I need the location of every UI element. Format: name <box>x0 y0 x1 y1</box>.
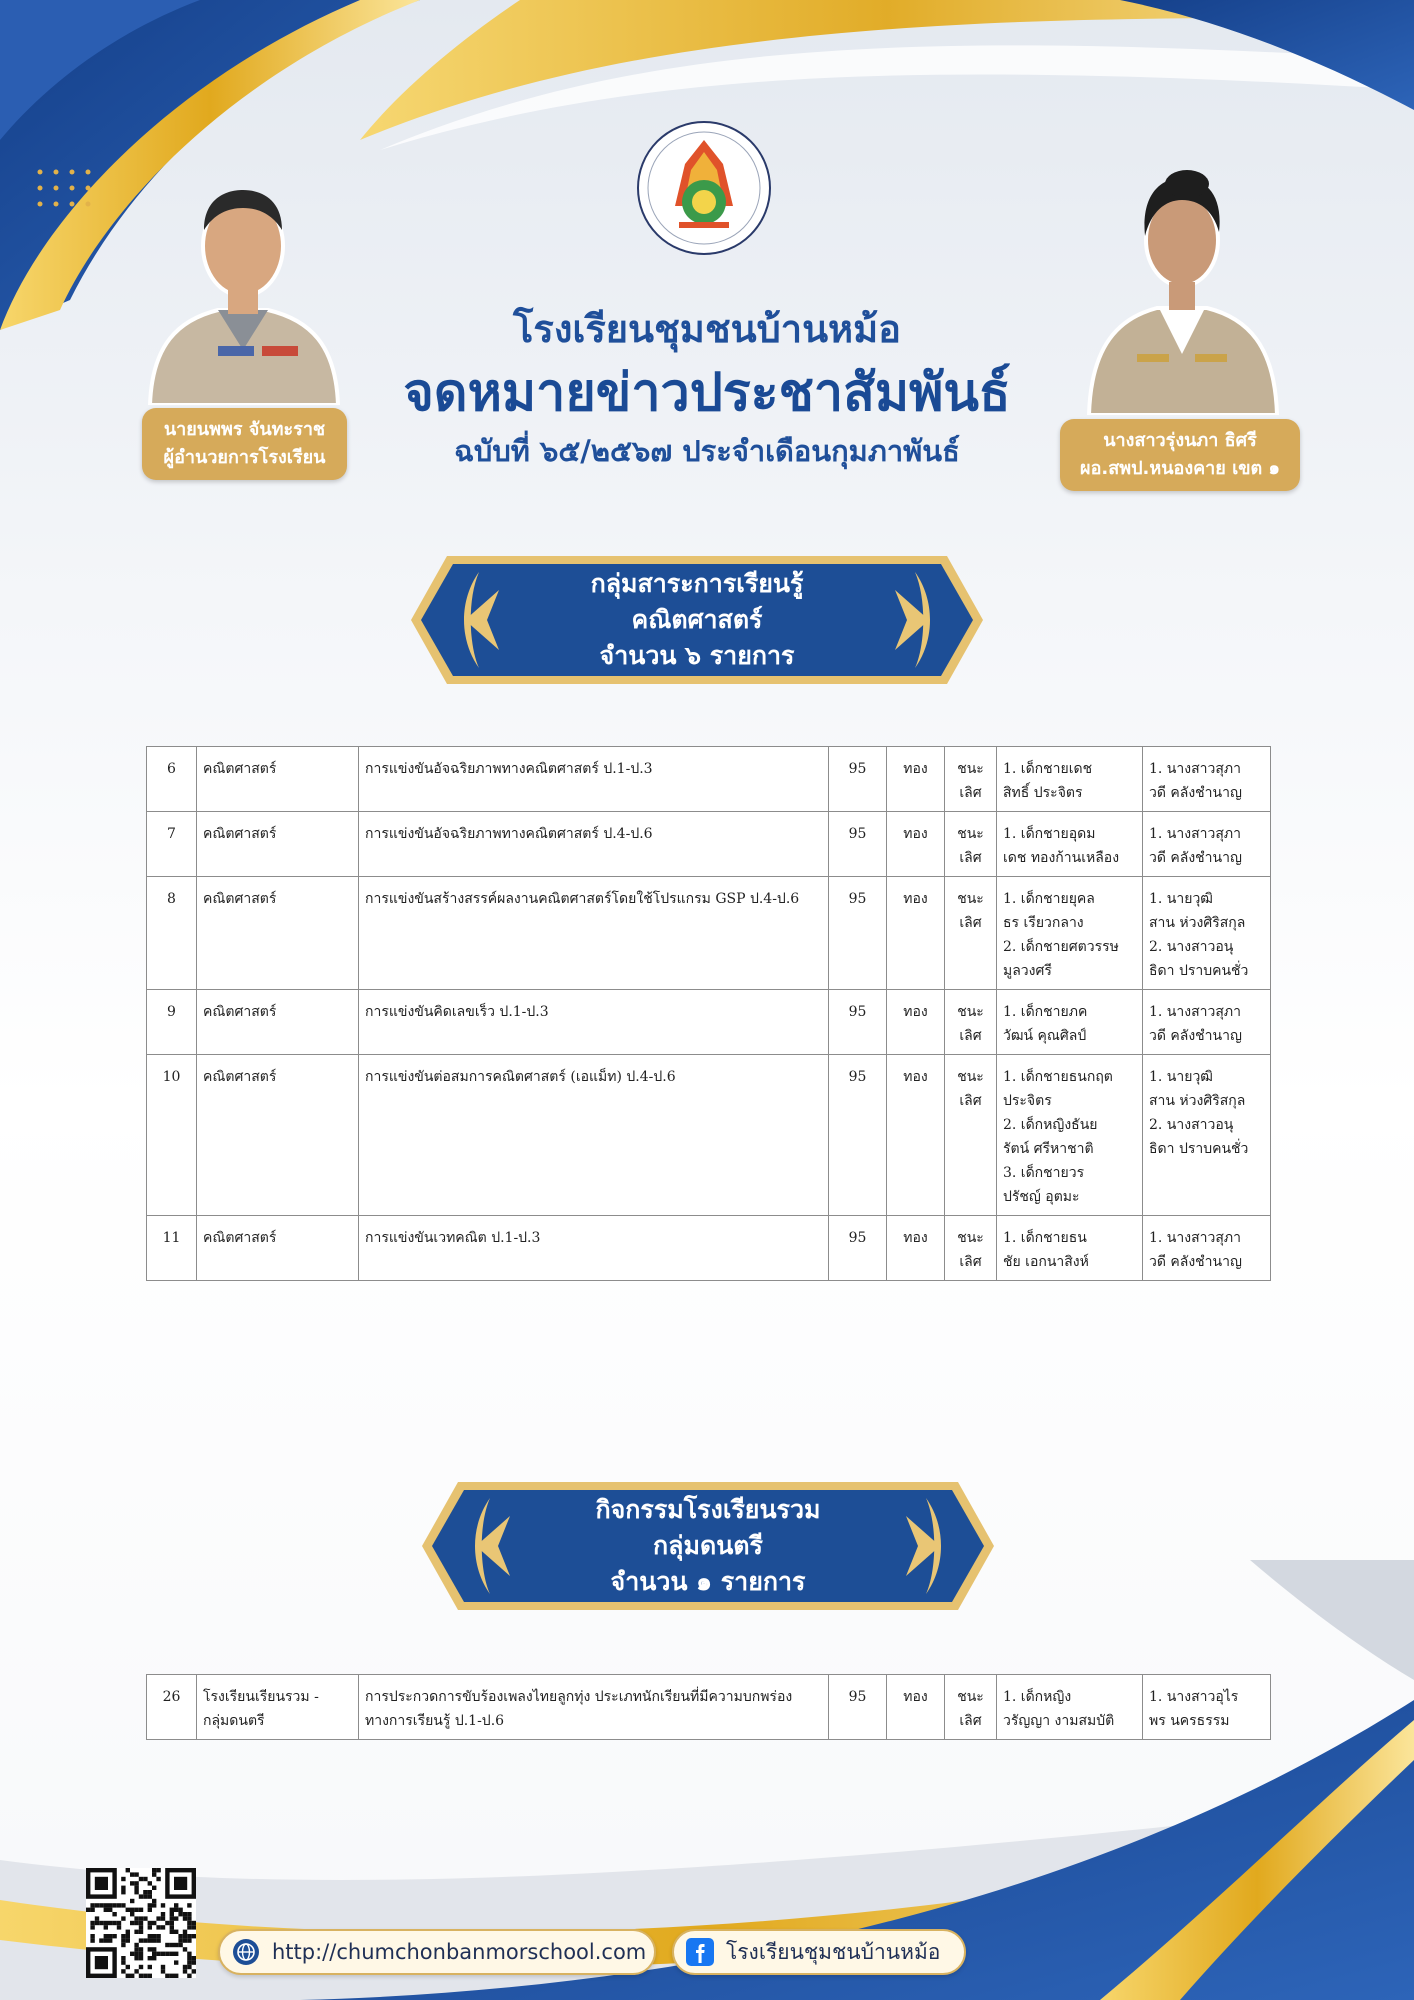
website-url: http://chumchonbanmorschool.com <box>272 1940 647 1964</box>
score-cell: 95 <box>829 990 887 1055</box>
students-cell-line: ชัย เอกนาสิงห์ <box>1003 1254 1089 1270</box>
teachers-cell-line: วดี คลังชำนาญ <box>1149 1254 1242 1270</box>
row-number: 9 <box>147 990 197 1055</box>
table-row <box>147 1216 1271 1281</box>
qr-code-icon <box>86 1868 196 1978</box>
event-cell: การแข่งขันคิดเลขเร็ว ป.1-ป.3 <box>359 990 829 1055</box>
students-cell-line: 1. เด็กชายธนกฤต <box>1003 1069 1113 1085</box>
result-cell-line: เลิศ <box>959 850 982 866</box>
school-name: โรงเรียนชุมชนบ้านหม้อ <box>513 307 901 351</box>
medal-cell: ทอง <box>887 1055 945 1216</box>
result-cell <box>945 990 997 1055</box>
score-cell: 95 <box>829 877 887 990</box>
students-cell-line: มูลวงศรี <box>1003 963 1052 979</box>
result-cell <box>945 747 997 812</box>
subject-cell-line: กลุ่มดนตรี <box>203 1713 265 1729</box>
result-cell-line: เลิศ <box>959 785 982 801</box>
teachers-cell <box>1143 1216 1271 1281</box>
result-cell-line: ชนะ <box>957 891 984 907</box>
students-cell <box>997 877 1143 990</box>
result-cell <box>945 877 997 990</box>
teachers-cell-line: วดี คลังชำนาญ <box>1149 850 1242 866</box>
teachers-cell-line: ธิดา ปราบคนชั่ว <box>1149 963 1249 979</box>
row-number: 10 <box>147 1055 197 1216</box>
teachers-cell-line: 2. นางสาวอนุ <box>1149 939 1234 955</box>
district-director-name-tag <box>1060 419 1300 491</box>
banner-line: คณิตศาสตร์ <box>631 605 763 634</box>
director-name: นายนพพร จันทะราช <box>163 419 326 440</box>
students-cell <box>997 812 1143 877</box>
table-row <box>147 877 1271 990</box>
row-number: 6 <box>147 747 197 812</box>
director-name-tag <box>142 408 347 480</box>
table-row <box>147 1055 1271 1216</box>
result-cell-line: เลิศ <box>959 915 982 931</box>
teachers-cell-line: วดี คลังชำนาญ <box>1149 1028 1242 1044</box>
district-director-name: นางสาวรุ่งนภา ธิศรี <box>1103 430 1257 451</box>
result-cell-line: ชนะ <box>957 761 984 777</box>
medal-cell: ทอง <box>887 812 945 877</box>
students-cell-line: ปรัชญ์ อุตมะ <box>1003 1189 1080 1205</box>
medal-cell: ทอง <box>887 1675 945 1740</box>
teachers-cell <box>1143 1055 1271 1216</box>
teachers-cell-line: 1. นายวุฒิ <box>1149 891 1213 907</box>
subject-cell <box>197 1216 359 1281</box>
subject-cell-line: คณิตศาสตร์ <box>203 826 277 842</box>
music-section-banner <box>418 1476 998 1616</box>
subject-cell-line: คณิตศาสตร์ <box>203 1230 277 1246</box>
medal-cell: ทอง <box>887 990 945 1055</box>
students-cell <box>997 1216 1143 1281</box>
result-cell-line: ชนะ <box>957 1004 984 1020</box>
subject-cell <box>197 990 359 1055</box>
medal-cell: ทอง <box>887 747 945 812</box>
students-cell-line: รัตน์ ศรีหาชาติ <box>1003 1141 1094 1157</box>
row-number: 8 <box>147 877 197 990</box>
district-director-position: ผอ.สพป.หนองคาย เขต ๑ <box>1080 458 1280 479</box>
score-cell: 95 <box>829 747 887 812</box>
result-cell-line: ชนะ <box>957 1069 984 1085</box>
teachers-cell <box>1143 812 1271 877</box>
issue-line: ฉบับที่ ๖๕/๒๕๖๗ ประจำเดือนกุมภาพันธ์ <box>454 434 960 468</box>
teachers-cell <box>1143 747 1271 812</box>
teachers-cell-line: 1. นางสาวอุไร <box>1149 1689 1239 1705</box>
result-cell-line: ชนะ <box>957 1230 984 1246</box>
director-position: ผู้อำนวยการโรงเรียน <box>163 447 326 468</box>
district-director-photo <box>1077 140 1287 415</box>
table-row <box>147 1675 1271 1740</box>
students-cell-line: 1. เด็กหญิง <box>1003 1689 1072 1705</box>
students-cell-line: ธร เรียวกลาง <box>1003 915 1084 931</box>
facebook-link[interactable] <box>672 1929 966 1975</box>
banner-line: จำนวน ๑ รายการ <box>610 1567 806 1596</box>
students-cell-line: 3. เด็กชายวร <box>1003 1165 1085 1181</box>
result-cell-line: เลิศ <box>959 1028 982 1044</box>
subject-cell-line: คณิตศาสตร์ <box>203 891 277 907</box>
teachers-cell <box>1143 1675 1271 1740</box>
teachers-cell-line: 2. นางสาวอนุ <box>1149 1117 1234 1133</box>
banner-line: จำนวน ๖ รายการ <box>599 641 795 670</box>
subject-cell-line: โรงเรียนเรียนรวม - <box>203 1689 319 1705</box>
result-cell-line: ชนะ <box>957 826 984 842</box>
score-cell: 95 <box>829 1055 887 1216</box>
event-cell: การแข่งขันเวทคณิต ป.1-ป.3 <box>359 1216 829 1281</box>
row-number: 11 <box>147 1216 197 1281</box>
teachers-cell-line: 1. นางสาวสุภา <box>1149 826 1241 842</box>
medal-cell: ทอง <box>887 1216 945 1281</box>
newsletter-headline: จดหมายข่าวประชาสัมพันธ์ <box>403 363 1011 423</box>
students-cell-line: สิทธิ์ ประจิตร <box>1003 785 1083 801</box>
result-cell <box>945 1055 997 1216</box>
row-number: 26 <box>147 1675 197 1740</box>
students-cell-line: เดช ทองก้านเหลือง <box>1003 850 1120 866</box>
teachers-cell-line: วดี คลังชำนาญ <box>1149 785 1242 801</box>
math-results-table <box>146 746 1271 1281</box>
teachers-cell-line: พร นครธรรม <box>1149 1713 1230 1729</box>
students-cell <box>997 1675 1143 1740</box>
students-cell-line: ประจิตร <box>1003 1093 1052 1109</box>
teachers-cell-line: สาน ห่วงศิริสกุล <box>1149 915 1246 931</box>
students-cell <box>997 990 1143 1055</box>
students-cell-line: 1. เด็กชายยุคล <box>1003 891 1095 907</box>
school-logo <box>617 118 791 258</box>
table-row <box>147 747 1271 812</box>
result-cell-line: เลิศ <box>959 1254 982 1270</box>
teachers-cell <box>1143 990 1271 1055</box>
students-cell-line: 1. เด็กชายธน <box>1003 1230 1087 1246</box>
medal-cell: ทอง <box>887 877 945 990</box>
subject-cell <box>197 1055 359 1216</box>
banner-line: กิจกรรมโรงเรียนรวม <box>595 1495 821 1524</box>
teachers-cell-line: 1. นางสาวสุภา <box>1149 1004 1241 1020</box>
score-cell: 95 <box>829 812 887 877</box>
students-cell <box>997 747 1143 812</box>
result-cell <box>945 1675 997 1740</box>
event-cell: การแข่งขันสร้างสรรค์ผลงานคณิตศาสตร์โดยใช้โปรแกรม GSP ป.4-ป.6 <box>359 877 829 990</box>
result-cell <box>945 812 997 877</box>
students-cell-line: วรัญญา งามสมบัติ <box>1003 1713 1115 1729</box>
math-section-banner <box>407 550 987 690</box>
event-cell: การแข่งขันอัจฉริยภาพทางคณิตศาสตร์ ป.1-ป.3 <box>359 747 829 812</box>
result-cell-line: ชนะ <box>957 1689 984 1705</box>
teachers-cell-line: สาน ห่วงศิริสกุล <box>1149 1093 1246 1109</box>
students-cell-line: 2. เด็กหญิงธันย <box>1003 1117 1098 1133</box>
score-cell: 95 <box>829 1216 887 1281</box>
subject-cell <box>197 747 359 812</box>
subject-cell <box>197 877 359 990</box>
website-link[interactable] <box>218 1929 656 1975</box>
globe-icon <box>232 1938 260 1966</box>
subject-cell-line: คณิตศาสตร์ <box>203 761 277 777</box>
score-cell: 95 <box>829 1675 887 1740</box>
banner-line: กลุ่มดนตรี <box>653 1531 763 1560</box>
teachers-cell <box>1143 877 1271 990</box>
facebook-page-name: โรงเรียนชุมชนบ้านหม้อ <box>726 1939 941 1964</box>
row-number: 7 <box>147 812 197 877</box>
students-cell-line: 2. เด็กชายศตวรรษ <box>1003 939 1119 955</box>
banner-line: กลุ่มสาระการเรียนรู้ <box>590 569 804 598</box>
teachers-cell-line: 1. นางสาวสุภา <box>1149 1230 1241 1246</box>
result-cell-line: เลิศ <box>959 1713 982 1729</box>
students-cell-line: 1. เด็กชายอุดม <box>1003 826 1096 842</box>
students-cell-line: 1. เด็กชายภค <box>1003 1004 1088 1020</box>
event-cell: การแข่งขันต่อสมการคณิตศาสตร์ (เอแม็ท) ป.4-ป.6 <box>359 1055 829 1216</box>
students-cell <box>997 1055 1143 1216</box>
director-photo <box>138 150 348 405</box>
subject-cell <box>197 1675 359 1740</box>
table-row <box>147 990 1271 1055</box>
table-row <box>147 812 1271 877</box>
subject-cell-line: คณิตศาสตร์ <box>203 1004 277 1020</box>
subject-cell-line: คณิตศาสตร์ <box>203 1069 277 1085</box>
event-cell: การประกวดการขับร้องเพลงไทยลูกทุ่ง ประเภทนักเรียนที่มีความบกพร่องทางการเรียนรู้ ป.1-ป.6 <box>359 1675 829 1740</box>
teachers-cell-line: 1. นางสาวสุภา <box>1149 761 1241 777</box>
event-cell: การแข่งขันอัจฉริยภาพทางคณิตศาสตร์ ป.4-ป.6 <box>359 812 829 877</box>
students-cell-line: 1. เด็กชายเดช <box>1003 761 1093 777</box>
result-cell-line: เลิศ <box>959 1093 982 1109</box>
subject-cell <box>197 812 359 877</box>
facebook-icon <box>686 1938 714 1966</box>
teachers-cell-line: ธิดา ปราบคนชั่ว <box>1149 1141 1249 1157</box>
result-cell <box>945 1216 997 1281</box>
music-results-table <box>146 1674 1271 1740</box>
students-cell-line: วัฒน์ คุณศิลป์ <box>1003 1028 1087 1044</box>
teachers-cell-line: 1. นายวุฒิ <box>1149 1069 1213 1085</box>
